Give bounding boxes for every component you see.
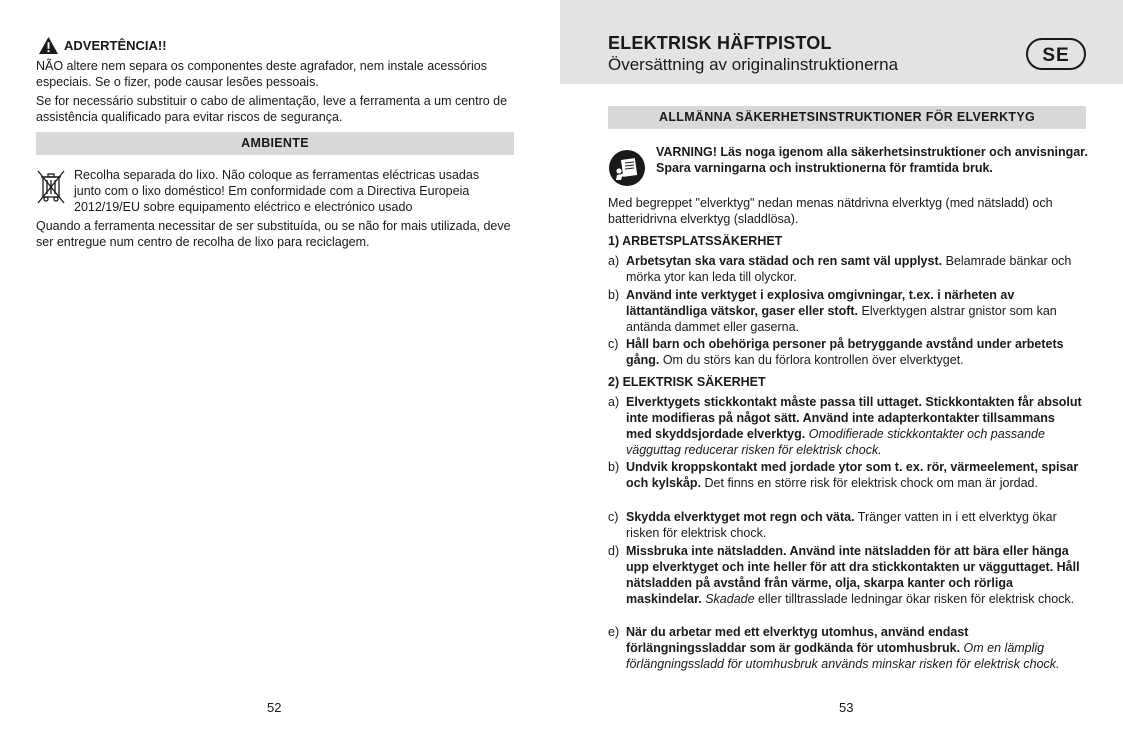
page-subtitle: Översättning av originalinstruktionerna bbox=[608, 55, 899, 74]
list-item bbox=[608, 394, 1083, 458]
list-item-italic: Om en lämplig förlängningssladd för utomhusbruk används minskar risken för elektrisk chock. bbox=[626, 641, 1060, 671]
list-item-bold: Undvik kroppskontakt med jordade ytor som t. ex. rör, värmeelement, spisar och kylskåp. bbox=[626, 460, 1079, 490]
list-item-bold: När du arbetar med ett elverktyg utomhus, använd endast förlängningssladdar som är godkända för utomhusbruk. bbox=[626, 625, 969, 655]
intro-paragraph: Med begreppet "elverktyg" nedan menas nätdrivna elverktyg (med nätsladd) och batteridrivna elverktyg (sladdlösa). bbox=[608, 196, 1053, 226]
list-item-bold: Håll barn och obehöriga personer på betryggande avstånd under arbetets gång. bbox=[626, 337, 1064, 367]
list-item bbox=[608, 543, 1083, 607]
section-bar-safety: ALLMÄNNA SÄKERHETSINSTRUKTIONER FÖR ELVERKTYG bbox=[608, 106, 1086, 129]
page-title: ELEKTRISK HÄFTPISTOL bbox=[608, 33, 832, 53]
warning-text: VARNING! Läs noga igenom alla säkerhetsinstruktioner och anvisningar. Spara varningarna och instruktionerna för framtida bruk. bbox=[656, 145, 1088, 175]
warning-paragraph-2: Se for necessário substituir o cabo de alimentação, leve a ferramenta a um centro de assistência qualificado para evitar riscos de segurança. bbox=[36, 94, 508, 124]
warning-paragraph-1: NÃO altere nem separa os componentes deste agrafador, nem instale acessórios especiais. Se o fizer, pode causar lesões pessoais. bbox=[36, 59, 487, 89]
list-item-text: Om du störs kan du förlora kontrollen över elverktyget. bbox=[659, 353, 964, 367]
list-item bbox=[608, 336, 1083, 368]
language-badge: SE bbox=[1026, 38, 1086, 70]
list-item-label: d) bbox=[608, 544, 620, 558]
section-heading-workplace: 1) ARBETSPLATSSÄKERHET bbox=[608, 234, 783, 248]
list-item-label: a) bbox=[608, 395, 620, 409]
section-bar-ambiente: AMBIENTE bbox=[36, 132, 514, 155]
left-page bbox=[0, 0, 560, 739]
warning-icon bbox=[38, 36, 59, 55]
section-heading-electrical: 2) ELEKTRISK SÄKERHET bbox=[608, 375, 766, 389]
environment-paragraph-2: Quando a ferramenta necessitar de ser substituída, ou se não for mais utilizada, deve ser entregue num centro de recolha de lixo para reciclagem. bbox=[36, 219, 511, 249]
list-item-label: a) bbox=[608, 254, 620, 268]
list-item-italic: Skadade bbox=[701, 592, 755, 606]
list-item bbox=[608, 253, 1083, 285]
list-item bbox=[608, 509, 1083, 541]
list-item-bold: Elverktygets stickkontakt måste passa till uttaget. Stickkontakten får absolut inte modifieras på något sätt. Använd inte adapterkontakter tillsammans med skyddsjordade elverktyg. bbox=[626, 395, 1082, 441]
list-item-text: Elverktygen alstrar gnistor som kan antända dammet eller gaserna. bbox=[626, 304, 1057, 334]
read-manual-icon bbox=[608, 149, 646, 187]
page-number-left: 52 bbox=[267, 700, 282, 715]
environment-paragraph-1: Recolha separada do lixo. Não coloque as ferramentas eléctricas usadas junto com o lixo doméstico! Em conformidade com a Directiva Europeia 2012/19/EU sobre equipamento eléctrico e electrónico usado bbox=[74, 168, 480, 214]
page-number-right: 53 bbox=[839, 700, 854, 715]
weee-bin-icon bbox=[36, 169, 66, 205]
list-item bbox=[608, 287, 1083, 335]
list-item-text: Tränger vatten in i ett elverktyg ökar risken för elektrisk chock. bbox=[626, 510, 1057, 540]
list-item bbox=[608, 624, 1083, 672]
list-item-bold: Använd inte verktyget i explosiva omgivningar, t.ex. i närheten av lättantändliga vätskor, gaser eller stoft. bbox=[626, 288, 1015, 318]
list-item bbox=[608, 459, 1083, 491]
list-item-bold: Skydda elverktyget mot regn och väta. bbox=[626, 510, 855, 524]
list-item-text: Det finns en större risk för elektrisk chock om man är jordad. bbox=[701, 476, 1038, 490]
warning-heading bbox=[38, 36, 167, 55]
list-item-bold: Arbetsytan ska vara städad och ren samt väl upplyst. bbox=[626, 254, 943, 268]
warning-title: ADVERTÊNCIA!! bbox=[64, 38, 167, 53]
list-item-label: e) bbox=[608, 625, 620, 639]
list-item-text: eller tilltrasslade ledningar ökar risken för elektrisk chock. bbox=[754, 592, 1075, 606]
list-item-label: b) bbox=[608, 288, 620, 302]
list-item-italic: Omodifierade stickkontakter och passande vägguttag reducerar risken för elektrisk chock. bbox=[626, 427, 1045, 457]
list-item-label: b) bbox=[608, 460, 620, 474]
right-page bbox=[560, 0, 1123, 739]
list-item-bold: Missbruka inte nätsladden. Använd inte nätsladden för att bära eller hänga upp elverktyget och inte heller för att dra stickkontakten ur vägguttaget. Håll nätsladden på avstånd från värme, olja, skarpa kanter och rörliga maskindelar. bbox=[626, 544, 1080, 606]
list-item-label: c) bbox=[608, 510, 619, 524]
list-item-label: c) bbox=[608, 337, 619, 351]
list-item-text: Belamrade bänkar och mörka ytor kan leda till olyckor. bbox=[626, 254, 1072, 284]
